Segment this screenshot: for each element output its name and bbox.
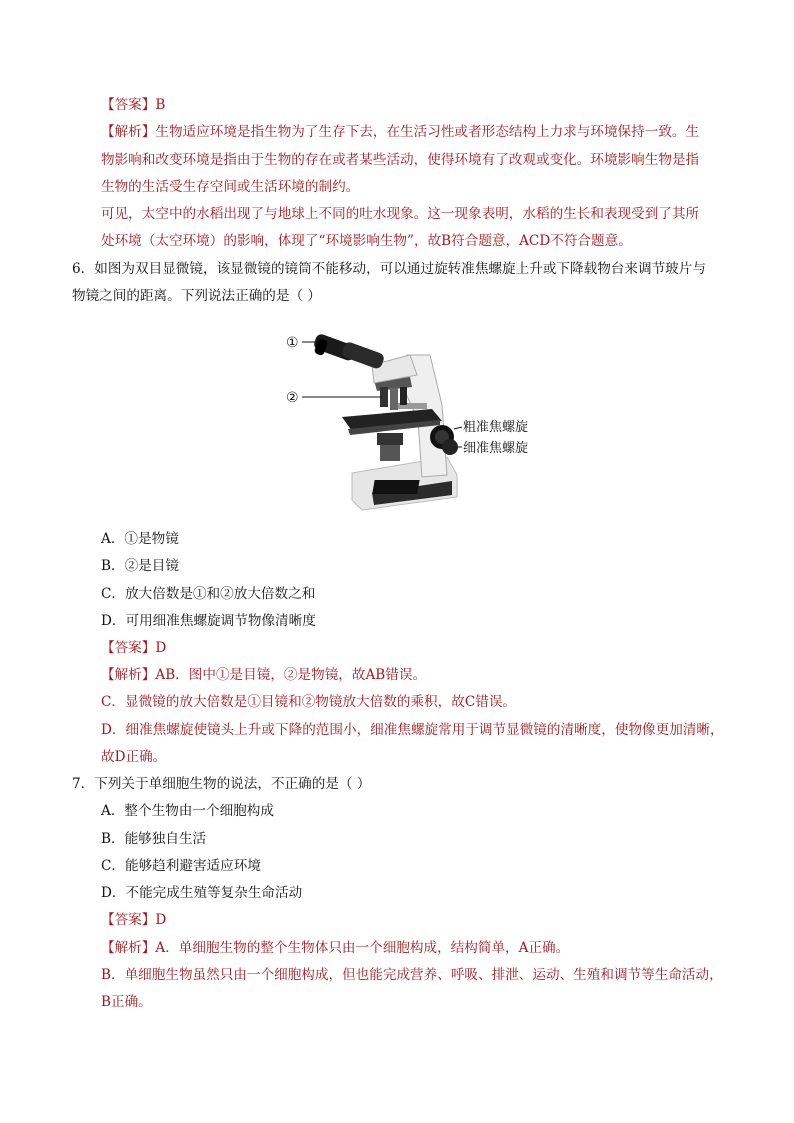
answer-value: D [155, 640, 167, 656]
answer-tag: 【答案】 [101, 97, 156, 113]
analysis-line [101, 666, 426, 684]
fine-focus-label: 细准焦螺旋 [463, 441, 529, 456]
option-a: A．整个生物由一个细胞构成 [101, 803, 274, 819]
answer-line [101, 911, 166, 929]
option-d: D．可用细准焦螺旋调节物像清晰度 [101, 613, 316, 629]
analysis-text: A．单细胞生物的整个生物体只由一个细胞构成，结构简单，A正确。 [155, 940, 570, 956]
question-stem: 物镜之间的距离。下列说法正确的是（ ） [72, 288, 322, 304]
microscope-illustration [282, 325, 542, 520]
option-c: C．放大倍数是①和②放大倍数之和 [101, 586, 316, 602]
analysis-text: 物影响和改变环境是指由于生物的存在或者某些活动，使得环境有了改观或变化。环境影响生物是指 [101, 152, 700, 168]
analysis-tag: 【解析】 [101, 667, 156, 683]
answer-value: B [155, 97, 166, 113]
option-b: B．能够独自生活 [101, 831, 207, 847]
analysis-text: C．显微镜的放大倍数是①目镜和②物镜放大倍数的乘积，故C错误。 [101, 694, 517, 710]
question-stem: 7．下列关于单细胞生物的说法，不正确的是（ ） [72, 776, 371, 792]
analysis-text: 生物的生活受生存空间或生活环境的制约。 [101, 179, 360, 195]
analysis-text: D．细准焦螺旋使镜头上升或下降的范围小，细准焦螺旋常用于调节显微镜的清晰度，使物像更加清晰， [101, 722, 724, 738]
analysis-text: B正确。 [101, 994, 152, 1010]
microscope-figure [282, 325, 542, 520]
label-1: ① [286, 335, 299, 351]
answer-line [101, 96, 165, 114]
question-stem: 6．如图为双目显微镜，该显微镜的镜筒不能移动，可以通过旋转准焦螺旋上升或下降载物台来调节玻片与 [72, 261, 706, 277]
analysis-text: AB．图中①是目镜，②是物镜，故AB错误。 [155, 667, 427, 683]
option-d: D．不能完成生殖等复杂生命活动 [101, 885, 303, 901]
analysis-tag: 【解析】 [101, 124, 156, 140]
analysis-line [101, 123, 699, 141]
coarse-focus-label: 粗准焦螺旋 [463, 420, 529, 435]
option-c: C．能够趋利避害适应环境 [101, 858, 261, 874]
answer-tag: 【答案】 [101, 640, 156, 656]
analysis-text: 故D正确。 [101, 749, 167, 765]
answer-value: D [155, 912, 167, 928]
option-a: A．①是物镜 [101, 531, 179, 547]
analysis-tag: 【解析】 [101, 940, 156, 956]
analysis-text: 可见，太空中的水稻出现了与地球上不同的吐水现象。这一现象表明，水稻的生长和表现受到了其所 [101, 206, 700, 222]
analysis-text: 处环境（太空环境）的影响，体现了“环境影响生物”，故B符合题意，ACD不符合题意。 [101, 233, 632, 249]
analysis-text: B．单细胞生物虽然只由一个细胞构成，但也能完成营养、呼吸、排泄、运动、生殖和调节等生命活动， [101, 967, 723, 983]
answer-line [101, 639, 166, 657]
label-2: ② [286, 390, 299, 406]
answer-tag: 【答案】 [101, 912, 156, 928]
analysis-text: 生物适应环境是指生物为了生存下去，在生活习性或者形态结构上力求与环境保持一致。生 [155, 124, 700, 140]
analysis-line [101, 939, 569, 957]
option-b: B．②是目镜 [101, 558, 179, 574]
